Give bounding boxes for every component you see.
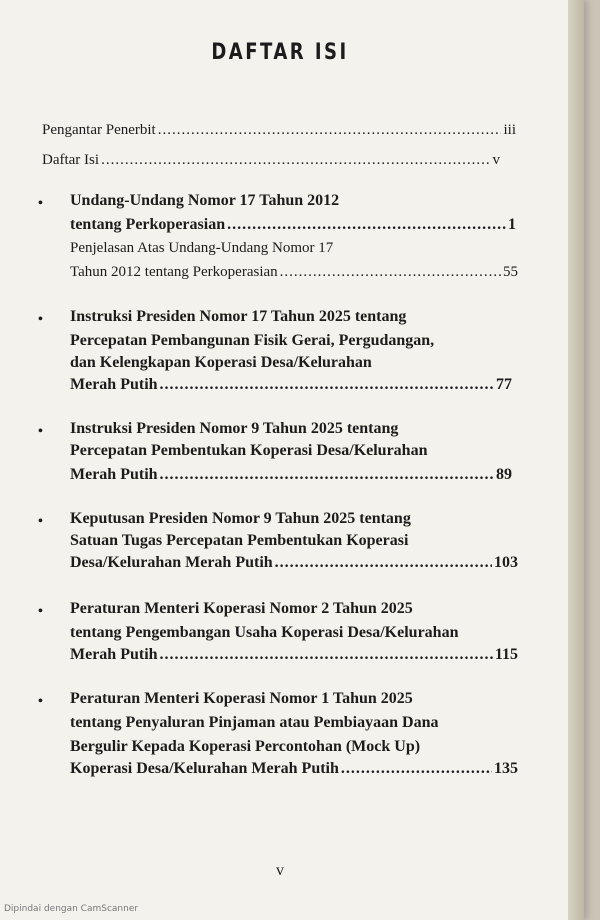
toc-section-line: Instruksi Presiden Nomor 17 Tahun 2025 tentang	[70, 308, 407, 325]
toc-section-last-line	[70, 376, 512, 394]
toc-section-line: Satuan Tugas Percepatan Pembentukan Koperasi	[70, 532, 409, 549]
bullet-icon: •	[38, 424, 43, 439]
toc-entry-label: Merah Putih	[70, 376, 158, 393]
toc-entry-daftar-isi[interactable]	[42, 152, 500, 169]
toc-section-line: Percepatan Pembangunan Fisik Gerai, Pergudangan,	[70, 332, 435, 349]
toc-section-line: Peraturan Menteri Koperasi Nomor 1 Tahun 2025	[70, 690, 413, 707]
toc-section-last-line	[70, 554, 518, 572]
toc-section-last-line	[70, 466, 512, 484]
page-edge	[568, 0, 584, 920]
bullet-icon: •	[38, 604, 43, 619]
toc-entry-label: Daftar Isi	[42, 152, 100, 168]
toc-leader-dots	[101, 152, 490, 169]
toc-entry-label: Tahun 2012 tentang Perkoperasian	[70, 264, 278, 280]
toc-entry-page: v	[492, 152, 500, 168]
toc-sub-last-line	[70, 264, 518, 281]
toc-leader-dots	[280, 264, 501, 281]
toc-sub-line: Penjelasan Atas Undang-Undang Nomor 17	[70, 240, 334, 256]
toc-section-line: Percepatan Pembentukan Koperasi Desa/Kelurahan	[70, 442, 428, 459]
toc-section-line: tentang Penyaluran Pinjaman atau Pembiayaan Dana	[70, 714, 439, 731]
bullet-icon: •	[38, 312, 43, 327]
toc-entry-label: Merah Putih	[70, 466, 158, 483]
toc-leader-dots	[275, 554, 492, 572]
toc-section-line: Keputusan Presiden Nomor 9 Tahun 2025 tentang	[70, 510, 411, 527]
toc-entry-page: 115	[494, 646, 518, 663]
toc-leader-dots	[341, 760, 492, 778]
toc-entry-label: Koperasi Desa/Kelurahan Merah Putih	[70, 760, 339, 777]
toc-leader-dots	[160, 466, 494, 484]
toc-section-last-line	[70, 760, 518, 778]
toc-section-line: Peraturan Menteri Koperasi Nomor 2 Tahun 2025	[70, 600, 413, 617]
bullet-icon: •	[38, 694, 43, 709]
toc-entry-pengantar[interactable]	[42, 122, 516, 139]
toc-leader-dots	[160, 376, 494, 394]
toc-entry-label: Merah Putih	[70, 646, 158, 663]
toc-entry-label: Desa/Kelurahan Merah Putih	[70, 554, 273, 571]
bullet-icon: •	[38, 196, 43, 211]
toc-leader-dots	[158, 122, 502, 139]
toc-entry-page: 1	[508, 216, 516, 233]
toc-section-line: dan Kelengkapan Koperasi Desa/Kelurahan	[70, 354, 372, 371]
toc-entry-label: tentang Perkoperasian	[70, 216, 226, 233]
toc-section-line: Instruksi Presiden Nomor 9 Tahun 2025 tentang	[70, 420, 399, 437]
toc-entry-page: 103	[494, 554, 518, 571]
toc-section-line: Undang-Undang Nomor 17 Tahun 2012	[70, 192, 340, 209]
toc-leader-dots	[160, 646, 493, 664]
toc-entry-page: 135	[494, 760, 518, 777]
page-title: DAFTAR ISI	[211, 40, 349, 65]
toc-entry-page: 55	[503, 264, 518, 280]
bullet-icon: •	[38, 514, 43, 529]
toc-section-line: Bergulir Kepada Koperasi Percontohan (Mock Up)	[70, 738, 421, 755]
toc-section-line: tentang Pengembangan Usaha Koperasi Desa/Kelurahan	[70, 624, 459, 641]
toc-section-last-line	[70, 646, 518, 664]
toc-leader-dots	[227, 216, 506, 234]
toc-section-last-line	[70, 216, 516, 234]
toc-entry-page: iii	[503, 122, 516, 138]
page-number: v	[276, 862, 284, 879]
toc-entry-page: 89	[496, 466, 512, 483]
toc-entry-label: Pengantar Penerbit	[42, 122, 156, 138]
toc-entry-page: 77	[496, 376, 512, 393]
scanner-watermark: Dipindai dengan CamScanner	[4, 904, 139, 914]
